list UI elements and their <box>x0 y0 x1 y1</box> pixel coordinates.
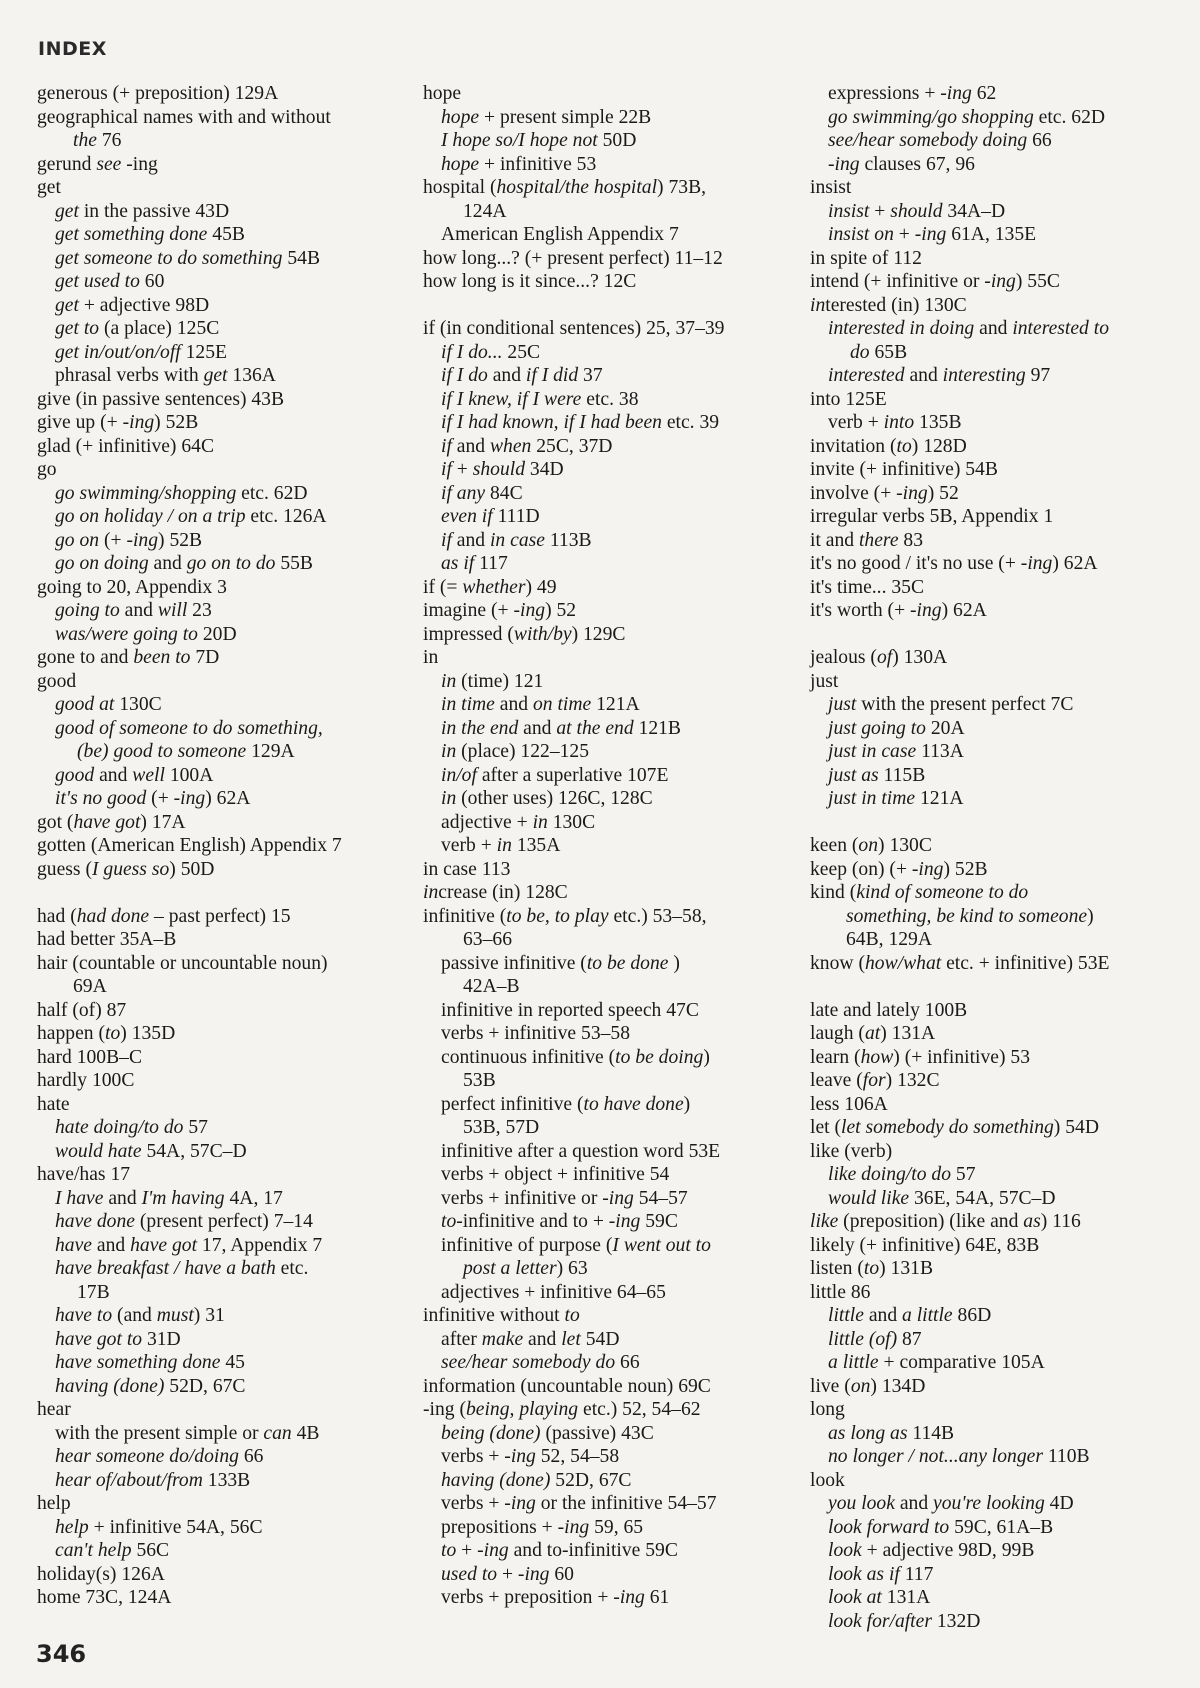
index-entry: geographical names with and without <box>37 106 331 128</box>
index-subentry: have something done 45 <box>55 1352 245 1373</box>
index-subentry: have got to 31D <box>55 1328 181 1350</box>
index-entry: going to 20, Appendix 3 <box>37 576 227 598</box>
index-entry: likely (+ infinitive) 64E, 83B <box>810 1234 1040 1256</box>
index-subentry: having (done) 52D, 67C <box>55 1375 246 1397</box>
index-subentry: little and a little 86D <box>828 1305 992 1326</box>
index-subentry: verbs + object + infinitive 54 <box>441 1164 670 1185</box>
index-entry: hospital (hospital/the hospital) 73B, <box>423 177 707 198</box>
index-subentry: just in case 113A <box>828 741 964 762</box>
index-subentry: continuous infinitive (to be doing) <box>441 1046 710 1068</box>
index-subentry: 124A <box>463 200 507 222</box>
index-subentry: have breakfast / have a bath etc. <box>55 1258 309 1279</box>
index-subentry: 64B, 129A <box>846 929 933 950</box>
index-subentry: little (of) 87 <box>828 1328 922 1350</box>
index-entry: long <box>810 1399 845 1420</box>
index-entry: live (on) 134D <box>810 1375 926 1397</box>
index-subentry: something, be kind to someone) <box>846 905 1094 927</box>
index-entry: give up (+ -ing) 52B <box>37 412 199 433</box>
index-entry: home 73C, 124A <box>37 1587 172 1608</box>
index-gap <box>423 294 793 318</box>
index-subentry: even if 111D <box>441 506 540 527</box>
index-entry: generous (+ preposition) 129A <box>37 83 279 104</box>
index-entry: -ing (being, playing etc.) 52, 54–62 <box>423 1399 701 1420</box>
index-subentry: hate doing/to do 57 <box>55 1117 208 1138</box>
index-subentry: if I do... 25C <box>441 341 541 363</box>
index-subentry: to + -ing and to-infinitive 59C <box>441 1540 678 1561</box>
index-subentry: go on holiday / on a trip etc. 126A <box>55 506 327 527</box>
index-subentry: see/hear somebody doing 66 <box>828 130 1052 151</box>
index-entry: imagine (+ -ing) 52 <box>423 600 577 621</box>
index-entry: information (uncountable noun) 69C <box>423 1375 711 1397</box>
index-entry: good <box>37 670 77 692</box>
index-entry: hear <box>37 1399 71 1420</box>
index-subentry: insist on + -ing 61A, 135E <box>828 224 1037 245</box>
index-subentry: 53B, 57D <box>463 1117 540 1138</box>
index-entry: jealous (of) 130A <box>810 647 948 668</box>
index-subentry: in (place) 122–125 <box>441 741 590 762</box>
index-entry: if (in conditional sentences) 25, 37–39 <box>423 318 725 339</box>
index-subentry: just as 115B <box>828 764 926 786</box>
index-entry: in spite of 112 <box>810 247 922 269</box>
index-subentry: after make and let 54D <box>441 1328 620 1350</box>
index-entry: holiday(s) 126A <box>37 1563 165 1585</box>
index-entry: have/has 17 <box>37 1164 131 1185</box>
index-subentry: infinitive of purpose (I went out to <box>441 1234 711 1256</box>
index-subentry: prepositions + -ing 59, 65 <box>441 1516 644 1538</box>
index-entry: got (have got) 17A <box>37 811 186 833</box>
index-entry: gerund see -ing <box>37 153 158 175</box>
index-subentry: insist + should 34A–D <box>828 200 1006 222</box>
index-entry: invitation (to) 128D <box>810 435 967 457</box>
index-subentry: expressions + -ing 62 <box>828 83 997 104</box>
index-entry: help <box>37 1493 71 1514</box>
index-entry: involve (+ -ing) 52 <box>810 482 959 504</box>
index-entry: learn (how) (+ infinitive) 53 <box>810 1046 1031 1068</box>
index-subentry: verb + into 135B <box>828 412 962 433</box>
index-subentry: get in/out/on/off 125E <box>55 341 227 363</box>
index-subentry: 63–66 <box>463 929 512 950</box>
index-subentry: verbs + -ing 52, 54–58 <box>441 1446 620 1467</box>
index-gap <box>810 623 1180 647</box>
index-subentry: if I knew, if I were etc. 38 <box>441 388 639 410</box>
index-subentry: in time and on time 121A <box>441 694 640 715</box>
index-subentry: -ing clauses 67, 96 <box>828 153 975 175</box>
index-entry: it's no good / it's no use (+ -ing) 62A <box>810 553 1098 574</box>
index-subentry: have and have got 17, Appendix 7 <box>55 1234 323 1256</box>
index-subentry: go on doing and go on to do 55B <box>55 553 313 574</box>
index-subentry: (be) good to someone 129A <box>77 741 295 762</box>
index-subentry: get someone to do something 54B <box>55 247 321 269</box>
index-entry: if (= whether) 49 <box>423 576 557 598</box>
index-subentry: as long as 114B <box>828 1422 955 1444</box>
index-subentry: if I do and if I did 37 <box>441 365 603 386</box>
index-subentry: see/hear somebody do 66 <box>441 1352 640 1373</box>
index-entry: half (of) 87 <box>37 999 127 1021</box>
index-subentry: get in the passive 43D <box>55 200 230 222</box>
index-entry: hard 100B–C <box>37 1046 143 1068</box>
index-subentry: 53B <box>463 1070 496 1091</box>
index-entry: impressed (with/by) 129C <box>423 623 626 645</box>
index-entry: get <box>37 177 61 198</box>
index-subentry: American English Appendix 7 <box>441 224 679 245</box>
index-entry: in <box>423 647 439 668</box>
index-column-1 <box>37 82 407 1610</box>
index-column-2 <box>423 82 793 1610</box>
index-subentry: would hate 54A, 57C–D <box>55 1140 247 1162</box>
index-entry: like (verb) <box>810 1140 893 1162</box>
index-subentry: interested in doing and interested to <box>828 318 1109 339</box>
index-subentry: 17B <box>77 1281 110 1303</box>
index-subentry: just in time 121A <box>828 788 964 809</box>
index-subentry: if I had known, if I had been etc. 39 <box>441 412 720 433</box>
index-entry: leave (for) 132C <box>810 1070 940 1091</box>
index-subentry: would like 36E, 54A, 57C–D <box>828 1187 1056 1209</box>
index-entry: less 106A <box>810 1093 888 1115</box>
index-subentry: look for/after 132D <box>828 1610 981 1632</box>
index-subentry: with the present simple or can 4B <box>55 1422 320 1444</box>
index-subentry: good at 130C <box>55 694 162 715</box>
index-entry: let (let somebody do something) 54D <box>810 1117 1099 1138</box>
index-entry: had better 35A–B <box>37 929 177 950</box>
index-entry: had (had done – past perfect) 15 <box>37 905 291 927</box>
index-subentry: help + infinitive 54A, 56C <box>55 1516 263 1538</box>
index-entry: hardly 100C <box>37 1070 135 1091</box>
index-entry: listen (to) 131B <box>810 1258 934 1279</box>
index-subentry: being (done) (passive) 43C <box>441 1422 654 1444</box>
index-subentry: adjective + in 130C <box>441 811 596 833</box>
index-subentry: if and when 25C, 37D <box>441 435 613 457</box>
index-entry: late and lately 100B <box>810 999 968 1021</box>
index-subentry: hope + present simple 22B <box>441 106 652 128</box>
index-subentry: going to and will 23 <box>55 600 212 621</box>
index-subentry: look at 131A <box>828 1587 931 1608</box>
index-entry: how long...? (+ present perfect) 11–12 <box>423 247 723 269</box>
index-subentry: verbs + preposition + -ing 61 <box>441 1587 670 1608</box>
index-subentry: used to + -ing 60 <box>441 1563 574 1585</box>
index-entry: it's time... 35C <box>810 576 925 598</box>
index-entry: infinitive (to be, to play etc.) 53–58, <box>423 905 707 927</box>
index-entry: go <box>37 459 57 480</box>
index-subentry: to-infinitive and to + -ing 59C <box>441 1211 678 1232</box>
index-subentry: in (time) 121 <box>441 670 544 692</box>
index-subentry: infinitive after a question word 53E <box>441 1140 721 1162</box>
index-entry: increase (in) 128C <box>423 882 568 903</box>
index-subentry: have to (and must) 31 <box>55 1305 225 1326</box>
index-subentry: good of someone to do something, <box>55 717 323 739</box>
index-subentry: passive infinitive (to be done ) <box>441 952 680 974</box>
index-subentry: in the end and at the end 121B <box>441 717 681 739</box>
index-entry: look <box>810 1469 845 1491</box>
index-subentry: you look and you're looking 4D <box>828 1493 1074 1514</box>
index-subentry: phrasal verbs with get 136A <box>55 365 276 386</box>
index-subentry: infinitive in reported speech 47C <box>441 999 699 1021</box>
index-entry: guess (I guess so) 50D <box>37 858 215 880</box>
index-subentry: if and in case 113B <box>441 529 592 551</box>
index-entry: irregular verbs 5B, Appendix 1 <box>810 506 1054 527</box>
index-subentry: like doing/to do 57 <box>828 1164 976 1185</box>
index-entry: hope <box>423 83 462 104</box>
index-entry: it and there 83 <box>810 529 924 551</box>
index-subentry: hope + infinitive 53 <box>441 153 597 175</box>
page-number: 346 <box>36 1640 87 1668</box>
index-entry: glad (+ infinitive) 64C <box>37 435 215 457</box>
index-entry: happen (to) 135D <box>37 1023 176 1044</box>
index-subentry: I have and I'm having 4A, 17 <box>55 1187 283 1209</box>
index-subentry: get + adjective 98D <box>55 294 210 316</box>
index-subentry: have done (present perfect) 7–14 <box>55 1211 313 1232</box>
index-subentry: if any 84C <box>441 482 523 504</box>
index-subentry: the 76 <box>73 130 122 151</box>
index-subentry: look as if 117 <box>828 1563 934 1585</box>
index-subentry: I hope so/I hope not 50D <box>441 130 637 151</box>
index-entry: gotten (American English) Appendix 7 <box>37 835 342 856</box>
index-entry: in case 113 <box>423 858 511 880</box>
index-subentry: 42A–B <box>463 976 520 997</box>
index-column-3 <box>810 82 1180 1633</box>
index-entry: just <box>810 670 839 692</box>
index-subentry: do 65B <box>850 341 908 363</box>
index-subentry: a little + comparative 105A <box>828 1352 1045 1373</box>
index-subentry: having (done) 52D, 67C <box>441 1469 632 1491</box>
index-entry: keep (on) (+ -ing) 52B <box>810 858 988 880</box>
index-subentry: in (other uses) 126C, 128C <box>441 788 653 809</box>
index-subentry: as if 117 <box>441 553 508 574</box>
index-subentry: perfect infinitive (to have done) <box>441 1093 691 1115</box>
index-subentry: was/were going to 20D <box>55 623 237 645</box>
index-subentry: get to (a place) 125C <box>55 318 220 339</box>
index-subentry: interested and interesting 97 <box>828 365 1051 386</box>
index-subentry: verbs + infinitive 53–58 <box>441 1023 631 1044</box>
index-entry: laugh (at) 131A <box>810 1023 936 1044</box>
index-entry: infinitive without to <box>423 1305 580 1326</box>
index-entry: intend (+ infinitive or -ing) 55C <box>810 271 1060 292</box>
index-subentry: if + should 34D <box>441 459 564 480</box>
index-subentry: verb + in 135A <box>441 835 561 856</box>
index-entry: little 86 <box>810 1281 871 1303</box>
index-subentry: go swimming/go shopping etc. 62D <box>828 106 1106 128</box>
index-subentry: adjectives + infinitive 64–65 <box>441 1281 666 1303</box>
index-subentry: verbs + infinitive or -ing 54–57 <box>441 1187 688 1209</box>
index-entry: it's worth (+ -ing) 62A <box>810 600 987 621</box>
index-subentry: can't help 56C <box>55 1540 170 1561</box>
page-header: INDEX <box>38 38 107 60</box>
index-subentry: 69A <box>73 976 107 997</box>
index-subentry: look + adjective 98D, 99B <box>828 1540 1035 1561</box>
index-subentry: verbs + -ing or the infinitive 54–57 <box>441 1493 717 1514</box>
index-entry: hair (countable or uncountable noun) <box>37 952 328 974</box>
index-subentry: get something done 45B <box>55 224 245 245</box>
index-subentry: look forward to 59C, 61A–B <box>828 1516 1054 1538</box>
index-entry: know (how/what etc. + infinitive) 53E <box>810 952 1110 974</box>
index-entry: kind (kind of someone to do <box>810 882 1029 903</box>
index-subentry: just going to 20A <box>828 717 965 739</box>
index-entry: give (in passive sentences) 43B <box>37 388 285 410</box>
index-entry: keen (on) 130C <box>810 835 932 856</box>
index-entry: insist <box>810 177 852 198</box>
index-gap <box>810 975 1180 999</box>
index-subentry: hear someone do/doing 66 <box>55 1446 264 1467</box>
index-subentry: go on (+ -ing) 52B <box>55 529 203 551</box>
index-entry: interested (in) 130C <box>810 294 967 316</box>
index-subentry: hear of/about/from 133B <box>55 1469 251 1491</box>
index-subentry: in/of after a superlative 107E <box>441 764 669 786</box>
index-subentry: it's no good (+ -ing) 62A <box>55 788 251 809</box>
index-subentry: good and well 100A <box>55 764 214 786</box>
index-subentry: just with the present perfect 7C <box>828 694 1074 715</box>
index-entry: how long is it since...? 12C <box>423 271 637 292</box>
index-gap <box>810 811 1180 835</box>
index-gap <box>37 881 407 905</box>
index-entry: invite (+ infinitive) 54B <box>810 459 998 480</box>
index-subentry: post a letter) 63 <box>463 1258 588 1279</box>
index-entry: into 125E <box>810 388 887 410</box>
index-entry: gone to and been to 7D <box>37 647 220 668</box>
index-subentry: get used to 60 <box>55 271 165 292</box>
index-entry: like (preposition) (like and as) 116 <box>810 1211 1081 1232</box>
index-subentry: go swimming/shopping etc. 62D <box>55 482 308 504</box>
index-subentry: no longer / not...any longer 110B <box>828 1446 1090 1467</box>
index-entry: hate <box>37 1093 70 1115</box>
